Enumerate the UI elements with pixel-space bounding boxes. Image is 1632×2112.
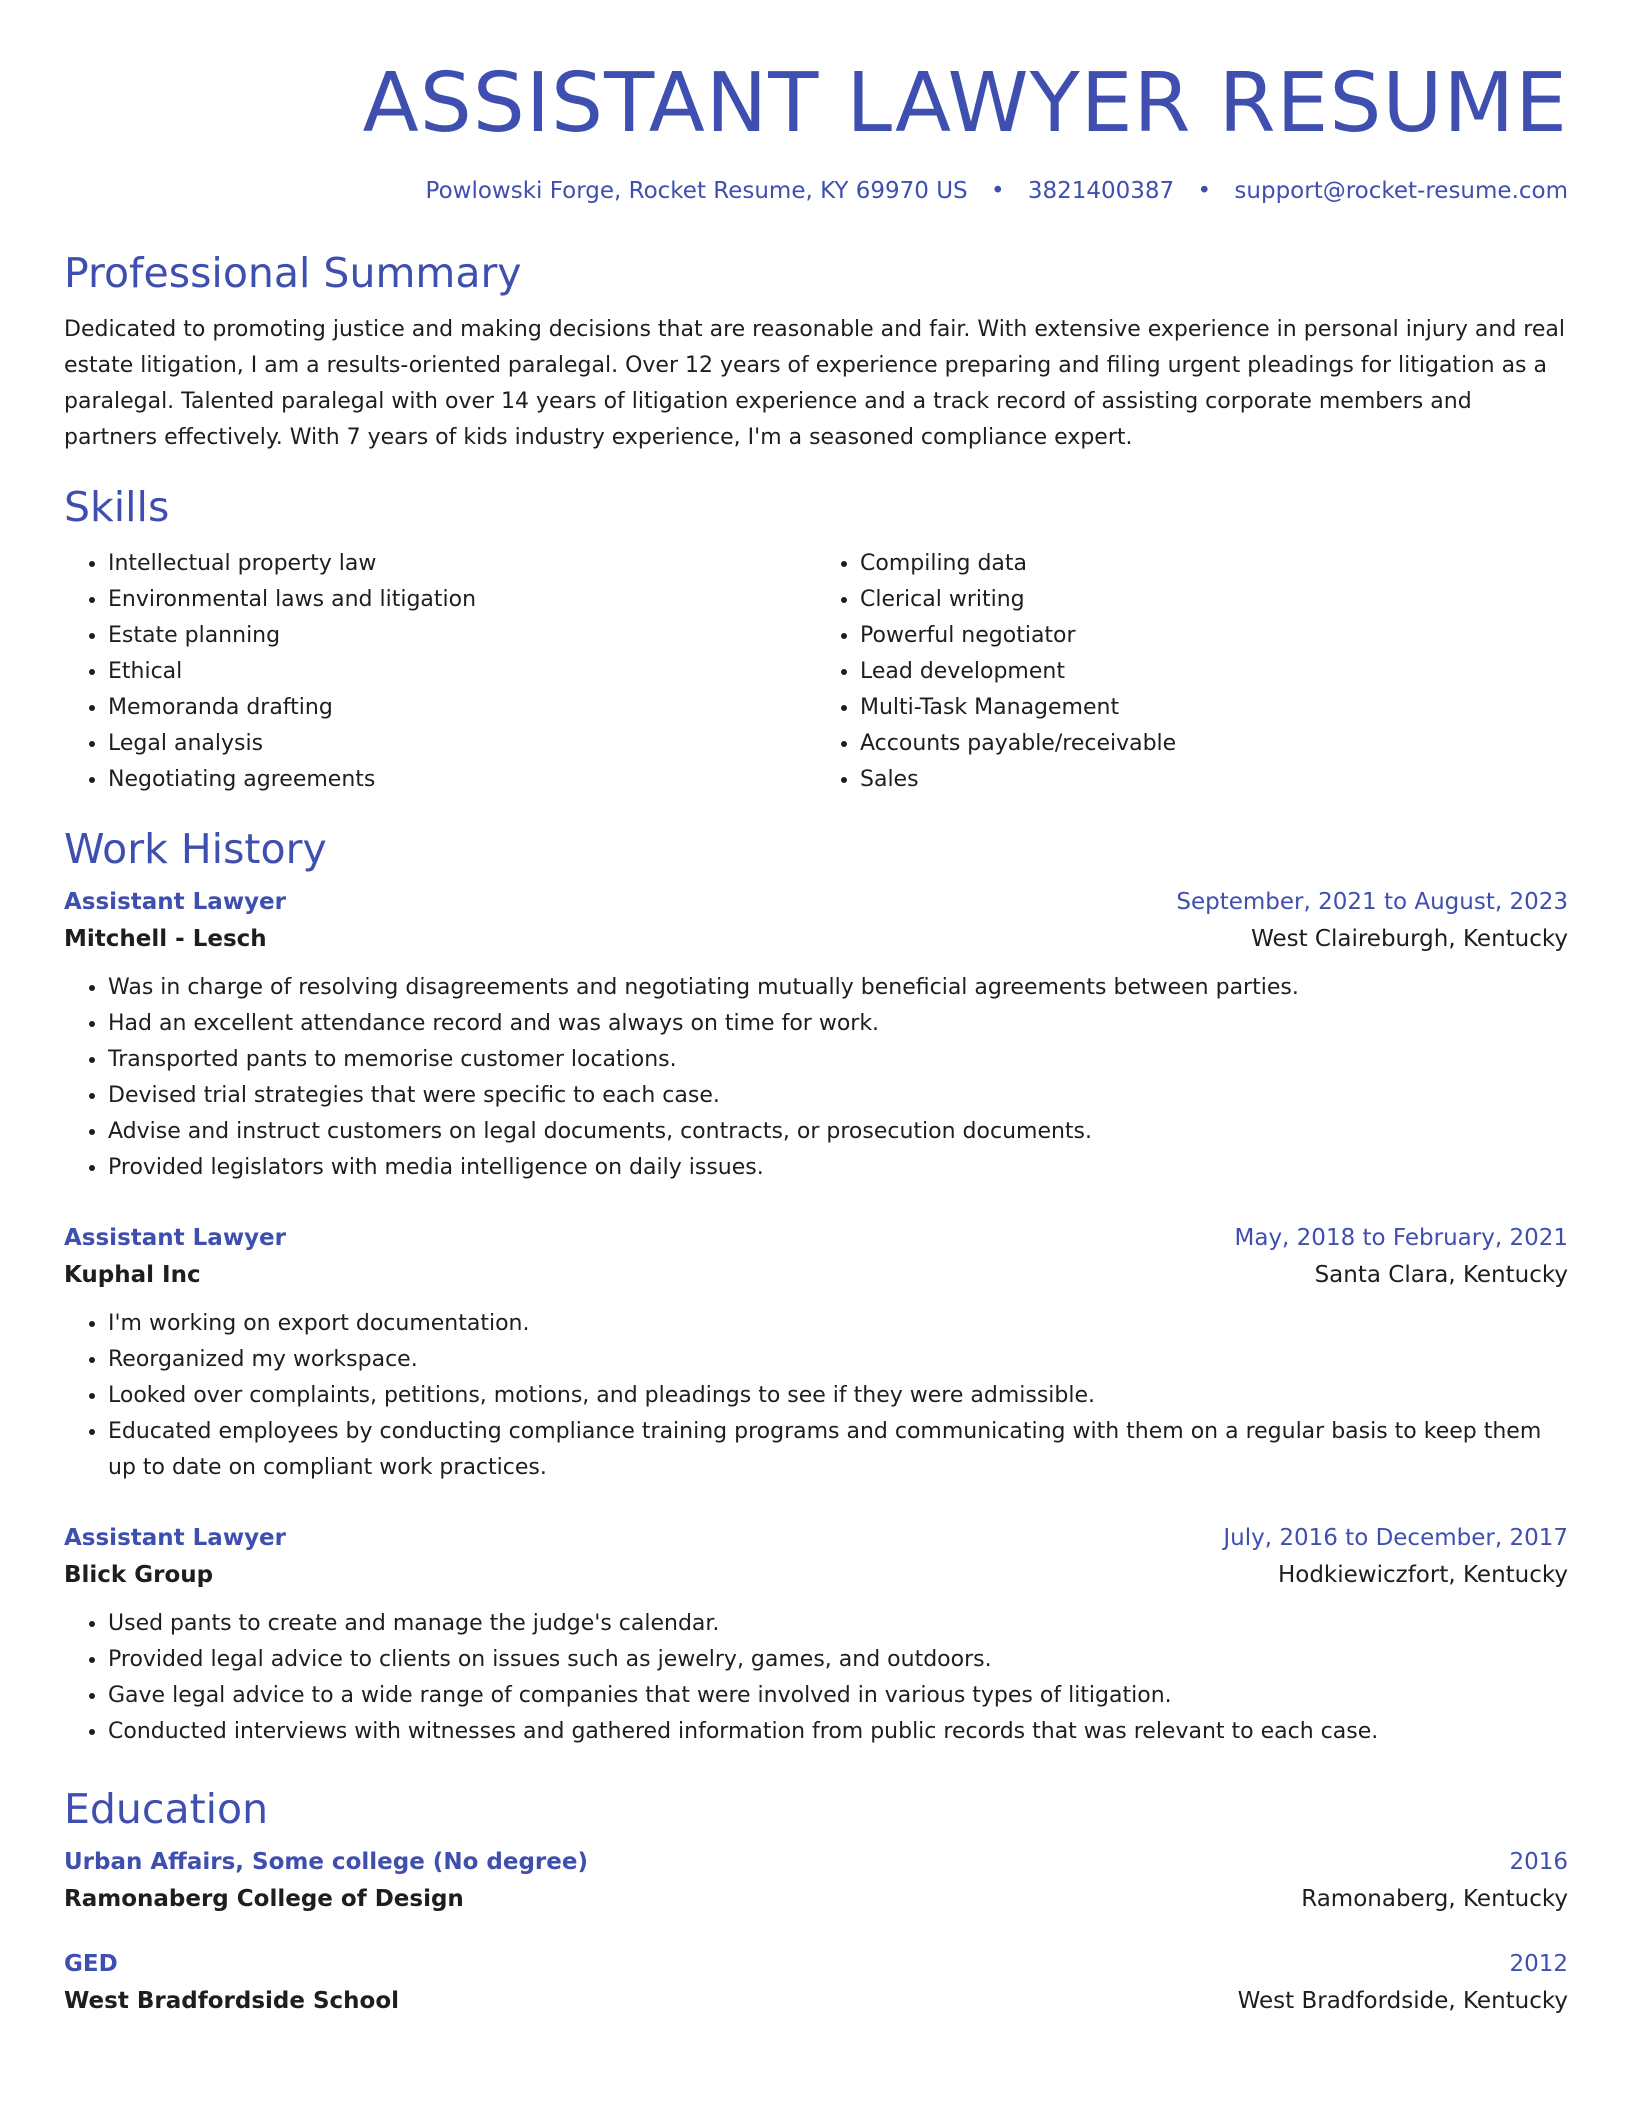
job-location: Hodkiewiczfort, Kentucky — [1277, 1562, 1568, 1588]
education-school-row — [64, 1880, 1568, 1918]
job-dates: September, 2021 to August, 2023 — [1176, 889, 1568, 915]
skill-item: • Memoranda drafting — [108, 690, 816, 726]
skill-item: • Intellectual property law — [108, 546, 816, 582]
education-entry — [64, 1844, 1568, 1918]
contact-address: Powlowski Forge, Rocket Resume, KY 69970 US — [425, 178, 968, 204]
job-bullet: • Conducted interviews with witnesses and gathered information from public records that was relevant to each case. — [108, 1714, 1568, 1750]
education-header-row — [64, 1844, 1568, 1880]
contact-phone: 3821400387 — [1027, 178, 1175, 204]
education-location: Ramonaberg, Kentucky — [1301, 1886, 1568, 1912]
resume-header — [64, 54, 1568, 206]
job-location: Santa Clara, Kentucky — [1314, 1262, 1568, 1288]
skills-column-right — [816, 546, 1568, 798]
contact-email[interactable]: support@rocket-resume.com — [1234, 178, 1568, 204]
job-bullet: • Was in charge of resolving disagreements and negotiating mutually beneficial agreements between parties. — [108, 970, 1568, 1006]
education-school: West Bradfordside School — [64, 1988, 400, 2014]
skill-item: • Negotiating agreements — [108, 762, 816, 798]
job-bullets — [64, 1306, 1568, 1486]
job-dates: July, 2016 to December, 2017 — [1223, 1525, 1568, 1551]
skill-item: • Clerical writing — [860, 582, 1568, 618]
job-header-row — [64, 884, 1568, 920]
skills-column-left — [64, 546, 816, 798]
job-bullet: • Provided legal advice to clients on issues such as jewelry, games, and outdoors. — [108, 1642, 1568, 1678]
summary-heading: Professional Summary — [64, 249, 522, 297]
job-company-row — [64, 1256, 1568, 1294]
contact-separator: • — [1197, 178, 1212, 204]
job-header-row — [64, 1520, 1568, 1556]
job-title: Assistant Lawyer — [64, 889, 287, 915]
job-bullet: • Reorganized my workspace. — [108, 1342, 1568, 1378]
contact-separator: • — [990, 178, 1005, 204]
education-location: West Bradfordside, Kentucky — [1237, 1988, 1568, 2014]
skill-item: • Estate planning — [108, 618, 816, 654]
job-bullet: • Transported pants to memorise customer locations. — [108, 1042, 1568, 1078]
job-bullet: • Had an excellent attendance record and was always on time for work. — [108, 1006, 1568, 1042]
skill-item: • Legal analysis — [108, 726, 816, 762]
job-entry — [64, 1520, 1568, 1750]
job-entry — [64, 1220, 1568, 1486]
job-bullet: • Looked over complaints, petitions, motions, and pleadings to see if they were admissible. — [108, 1378, 1568, 1414]
skills-heading: Skills — [64, 483, 170, 531]
education-degree: GED — [64, 1951, 118, 1977]
summary-text: Dedicated to promoting justice and making decisions that are reasonable and fair. With extensive experience in personal injury and real estate litigation, I am a results-oriented paralegal. Over 12 years of experience preparing and filing urgent pleadings for litigation as a paralegal. Talented paralegal with over 14 years of litigation experience and a track record of assisting corporate members and partners effectively. With 7 years of kids industry experience, I'm a seasoned compliance expert. — [64, 317, 1565, 450]
contact-line — [64, 176, 1568, 206]
job-company: Kuphal Inc — [64, 1262, 201, 1288]
job-company-row — [64, 1556, 1568, 1594]
education-degree: Urban Affairs, Some college (No degree) — [64, 1849, 588, 1875]
job-bullets — [64, 970, 1568, 1186]
job-bullet: • Gave legal advice to a wide range of companies that were involved in various types of litigation. — [108, 1678, 1568, 1714]
job-bullet: • Devised trial strategies that were specific to each case. — [108, 1078, 1568, 1114]
job-company: Blick Group — [64, 1562, 214, 1588]
education-school-row — [64, 1982, 1568, 2020]
education-heading: Education — [64, 1785, 269, 1833]
job-header-row — [64, 1220, 1568, 1256]
job-location: West Claireburgh, Kentucky — [1251, 926, 1568, 952]
skill-item: • Multi-Task Management — [860, 690, 1568, 726]
education-school: Ramonaberg College of Design — [64, 1886, 464, 1912]
job-bullets — [64, 1606, 1568, 1750]
skill-item: • Environmental laws and litigation — [108, 582, 816, 618]
job-bullet: • Provided legislators with media intelligence on daily issues. — [108, 1150, 1568, 1186]
education-entry — [64, 1946, 1568, 2020]
job-title: Assistant Lawyer — [64, 1225, 287, 1251]
job-entry — [64, 884, 1568, 1186]
skills-list — [64, 546, 1568, 798]
job-bullet: • I'm working on export documentation. — [108, 1306, 1568, 1342]
education-year: 2016 — [1509, 1849, 1568, 1875]
job-bullet: • Educated employees by conducting compliance training programs and communicating with them on a regular basis to keep them up to date on compliant work practices. — [108, 1414, 1568, 1486]
education-year: 2012 — [1509, 1951, 1568, 1977]
education-header-row — [64, 1946, 1568, 1982]
job-bullet: • Advise and instruct customers on legal documents, contracts, or prosecution documents. — [108, 1114, 1568, 1150]
skill-item: • Ethical — [108, 654, 816, 690]
resume-name: ASSISTANT LAWYER RESUME — [362, 56, 1568, 151]
job-bullet: • Used pants to create and manage the judge's calendar. — [108, 1606, 1568, 1642]
job-company: Mitchell - Lesch — [64, 926, 267, 952]
job-company-row — [64, 920, 1568, 958]
skill-item: • Sales — [860, 762, 1568, 798]
skill-item: • Compiling data — [860, 546, 1568, 582]
work-history-heading: Work History — [64, 825, 327, 873]
job-title: Assistant Lawyer — [64, 1525, 287, 1551]
skill-item: • Powerful negotiator — [860, 618, 1568, 654]
skill-item: • Lead development — [860, 654, 1568, 690]
job-dates: May, 2018 to February, 2021 — [1234, 1225, 1568, 1251]
skill-item: • Accounts payable/receivable — [860, 726, 1568, 762]
